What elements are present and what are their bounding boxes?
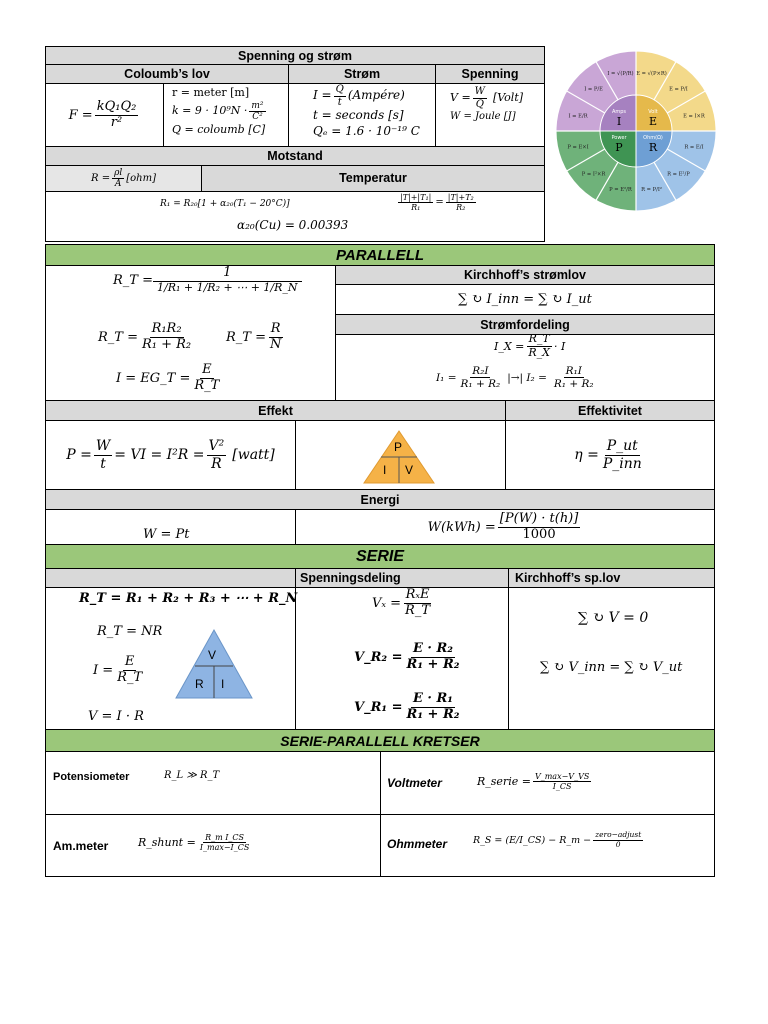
alpha-cu: α₂₀(Cu) = 0.00393 [237,218,349,232]
ix-rhs: · I [554,339,566,353]
current-def-qe: Qₑ = 1.6 · 10⁻¹⁹ C [313,123,420,138]
parallel-rt3-formula [226,322,285,353]
series-i-den: R_T [117,669,143,685]
kvl-cell [508,587,715,730]
parallel-rt3-lhs: R_T = [226,329,266,345]
resistivity-den: A [114,179,122,189]
wheel-center-sublabel: Ohm(Ω) [643,135,663,141]
kcl-formula: ∑ ↻ I_inn = ∑ ↻ I_ut [335,284,715,315]
temp-formula: R₁ = R₂₀[1 + α₂₀(T₁ − 20°C)] [160,199,290,209]
parallel-rt2-den: R₁ + R₂ [141,336,192,352]
ohmmeter-den: 0 [615,839,621,849]
current-unit: (Ampére) [347,88,405,103]
current-cell [288,83,436,147]
wheel-outer-formula: P = E²/R [609,186,632,193]
power-triangle [296,421,507,489]
energy-w-cell [45,509,296,545]
ohmmeter-cell [380,814,715,877]
voltmeter-cell [380,751,715,815]
current-num: Q [335,84,344,95]
wheel-center-sublabel: Volt [648,109,658,115]
potentiometer-label: Potensiometer [53,771,130,783]
power-tri-v: V [405,463,414,477]
ohmmeter-num: zero−adjust [595,830,642,839]
temp-ratio-den1: R₁ [411,203,421,213]
parallel-title: PARALLELL [45,244,715,266]
coulomb-formula-cell [45,83,164,147]
power-tri-i: I [383,463,387,477]
potentiometer-formula: R_L ≫ R_T [164,770,220,781]
series-blank-header [45,568,296,588]
i-mid: |→| I₂ = [507,371,547,384]
ammeter-cell [45,814,381,877]
temp-ratio-den2: R₂ [456,203,466,213]
efficiency-title: Effektivitet [505,400,715,421]
ohms-law-wheel [555,48,717,214]
parallel-rt2-lhs: R_T = [98,329,138,345]
series-rt-sum: R_T = R₁ + R₂ + R₃ + ⋯ + R_N [79,591,298,606]
parallel-i-den: R_T [194,377,220,393]
series-tri-r: R [195,677,204,691]
voltage-cell [435,83,545,147]
eta-lhs: η = [574,447,599,463]
vr2-lhs: V_R₂ = [354,649,403,665]
ammeter-formula [138,833,253,852]
parallel-i-formula [116,363,223,394]
wheel-outer-formula: R = E/I [684,144,704,151]
i1-lhs: I₁ = [436,371,457,384]
current-den: t [337,96,342,108]
voltage-header: Spenning [435,64,545,84]
parallel-rt2-num: R₁R₂ [151,321,182,336]
effect-title: Effekt [45,400,506,421]
ix-formula [494,333,565,359]
kcl-title: Kirchhoff’s strømlov [335,265,715,285]
voltmeter-label: Voltmeter [387,776,442,790]
wheel-outer-formula: P = I²×R [581,171,606,178]
power-triangle-cell [295,420,506,490]
parallel-rt3-den: N [269,336,282,352]
vr2-num: E · R₂ [413,641,453,656]
voltage-num: W [474,86,485,97]
voltage-lhs: V = [450,90,471,104]
current-lhs: I = [313,88,332,103]
power-tri-p: P [394,440,403,454]
ohmmeter-formula [473,831,645,849]
kvl-formula-1: ∑ ↻ V = 0 [578,610,649,626]
series-v-formula: V = I · R [88,709,144,724]
voltmeter-num: V_max−V_VS [534,772,590,781]
eta-num: P_ut [606,438,638,455]
coulomb-den: r² [110,114,123,130]
i2-den: R₁ + R₂ [553,378,594,391]
coulomb-num: kQ₁Q₂ [96,98,137,114]
i1-den: R₁ + R₂ [460,378,501,391]
voltage-den: Q [475,98,484,110]
vr1-formula [354,692,463,723]
parallel-i-num: E [202,362,212,377]
power-den2: R [211,455,222,472]
voltage-divider-title: Spenningsdeling [295,568,509,588]
series-triangle [172,628,256,700]
vx-num: RₓE [405,587,430,602]
wheel-outer-formula: R = E²/P [667,171,690,178]
coulomb-def-q: Q = coloumb [C] [172,122,266,136]
current-header: Strøm [288,64,436,84]
temperature-title: Temperatur [201,165,545,192]
wheel-outer-formula: E = I×R [683,113,705,120]
wheel-outer-formula: I = E/R [568,113,588,120]
temp-ratio-num2: |T|+T₂ [447,193,474,202]
vr1-lhs: V_R₁ = [354,699,403,715]
k-unit-num: m² [251,100,264,111]
kvl-title: Kirchhoff’s sp.lov [508,568,715,588]
coulomb-header: Coloumb’s lov [45,64,289,84]
kwh-den: 1000 [522,526,556,542]
voltmeter-den: I_CS [552,782,572,792]
series-tri-i: I [221,677,225,691]
resistivity-lhs: R = [90,173,111,184]
power-unit: [watt] [232,447,275,463]
i1-i2-formula [436,365,598,390]
ix-den: R_X [528,345,551,359]
vr2-formula [354,642,463,673]
coulomb-def-k: k = 9 · 10⁹N · [172,104,248,118]
power-num2: V² [208,438,225,455]
coulomb-defs-cell [163,83,289,147]
energy-kwh-cell [295,509,715,545]
energy-w: W = Pt [143,527,190,542]
vr2-den: R₁ + R₂ [406,656,460,672]
current-divider-title: Strømfordeling [335,314,715,335]
ohmmeter-lhs: R_S = (E/I_CS) − R_m − [473,834,592,846]
wheel-center-letter: I [616,115,622,128]
ix-lhs: I_X = [494,339,525,353]
kvl-formula-2: ∑ ↻ V_inn = ∑ ↻ V_ut [540,660,683,675]
eta-den: P_inn [602,455,642,472]
parallel-rt-formula [113,266,302,295]
voltage-def: W = Joule [J] [450,111,516,122]
mixed-title: SERIE-PARALLELL KRETSER [45,729,715,752]
resistivity-cell [45,165,202,192]
i1-num: R₂I [472,365,489,377]
voltmeter-lhs: R_serie = [477,775,531,789]
ix-num: R_T [528,332,550,345]
temp-ratio: $\frac{\text{|T|+|T₁|}}{\text{R₁}}$ = $\frac{\text{|T|+T₂}}{\text{R₂}}$ [400,193,474,213]
wheel-center-sublabel: Amps [611,109,627,115]
parallel-i-lhs: I = EG_T = [116,370,191,386]
wheel-center-letter: E [648,115,658,128]
series-i-num: E [124,654,135,669]
temp-ratio-num1: |T|+|T₁| [400,193,432,202]
power-lhs: P = [66,447,92,463]
parallel-rt2-formula [98,322,195,353]
coulomb-def-r: r = meter [m] [172,86,250,99]
series-title: SERIE [45,544,715,569]
vx-den: R_T [405,602,430,618]
parallel-rt3-num: R [270,321,281,336]
vr1-num: E · R₁ [413,691,453,706]
series-tri-v: V [208,648,217,662]
ammeter-den: I_max−I_CS [199,843,250,853]
parallel-rt-num: 1 [153,266,302,282]
series-left-cell [45,587,296,730]
resistance-title: Motstand [45,146,545,166]
wheel-outer-formula: E = P/I [669,86,688,93]
wheel-outer-formula: E = √(P×R) [636,71,667,78]
energy-title: Energi [45,489,715,510]
section-title-voltage-current: Spenning og strøm [45,46,545,65]
k-unit-den: C² [252,112,263,123]
current-def-t: t = seconds [s] [313,108,404,122]
voltage-unit: [Volt] [492,90,524,104]
potentiometer-cell [45,751,381,815]
voltmeter-formula [477,772,593,791]
i2-num: R₁I [565,365,582,377]
series-rt-nr: R_T = NR [97,624,163,639]
wheel-center-letter: R [648,141,658,154]
ammeter-label: Am.meter [53,839,109,853]
wheel-outer-formula: R = P/I² [641,186,662,193]
ohmmeter-label: Ohmmeter [387,837,448,851]
vx-formula [372,588,434,619]
power-num: W [95,438,111,455]
power-formula-cell [45,420,296,490]
vx-lhs: Vₓ = [372,595,402,611]
power-mid: = VI = I²R = [114,447,205,463]
parallel-rt-lhs: R_T = [113,272,153,288]
power-den: t [100,455,106,472]
ammeter-lhs: R_shunt = [138,836,196,850]
efficiency-cell [505,420,715,490]
vr1-den: R₁ + R₂ [406,706,460,722]
kwh-lhs: W(kWh) = [427,519,496,535]
wheel-outer-formula: I = √(P/R) [607,71,634,78]
resistivity-unit: [ohm] [126,173,156,184]
series-i-formula [93,655,146,686]
wheel-outer-formula: I = P/E [584,86,603,93]
kwh-num: [P(W) · t(h)] [499,510,579,526]
parallel-rt-den: 1/R₁ + 1/R₂ + ⋯ + 1/R_N [156,280,298,294]
ammeter-num: R_m I_CS [205,833,245,842]
wheel-outer-formula: P = E×I [567,144,589,151]
wheel-center-sublabel: Power [611,135,627,141]
series-i-lhs: I = [93,662,114,678]
coulomb-lhs: F = [68,107,93,123]
wheel-center-letter: P [615,141,623,154]
resistivity-num: ρl [114,167,123,178]
